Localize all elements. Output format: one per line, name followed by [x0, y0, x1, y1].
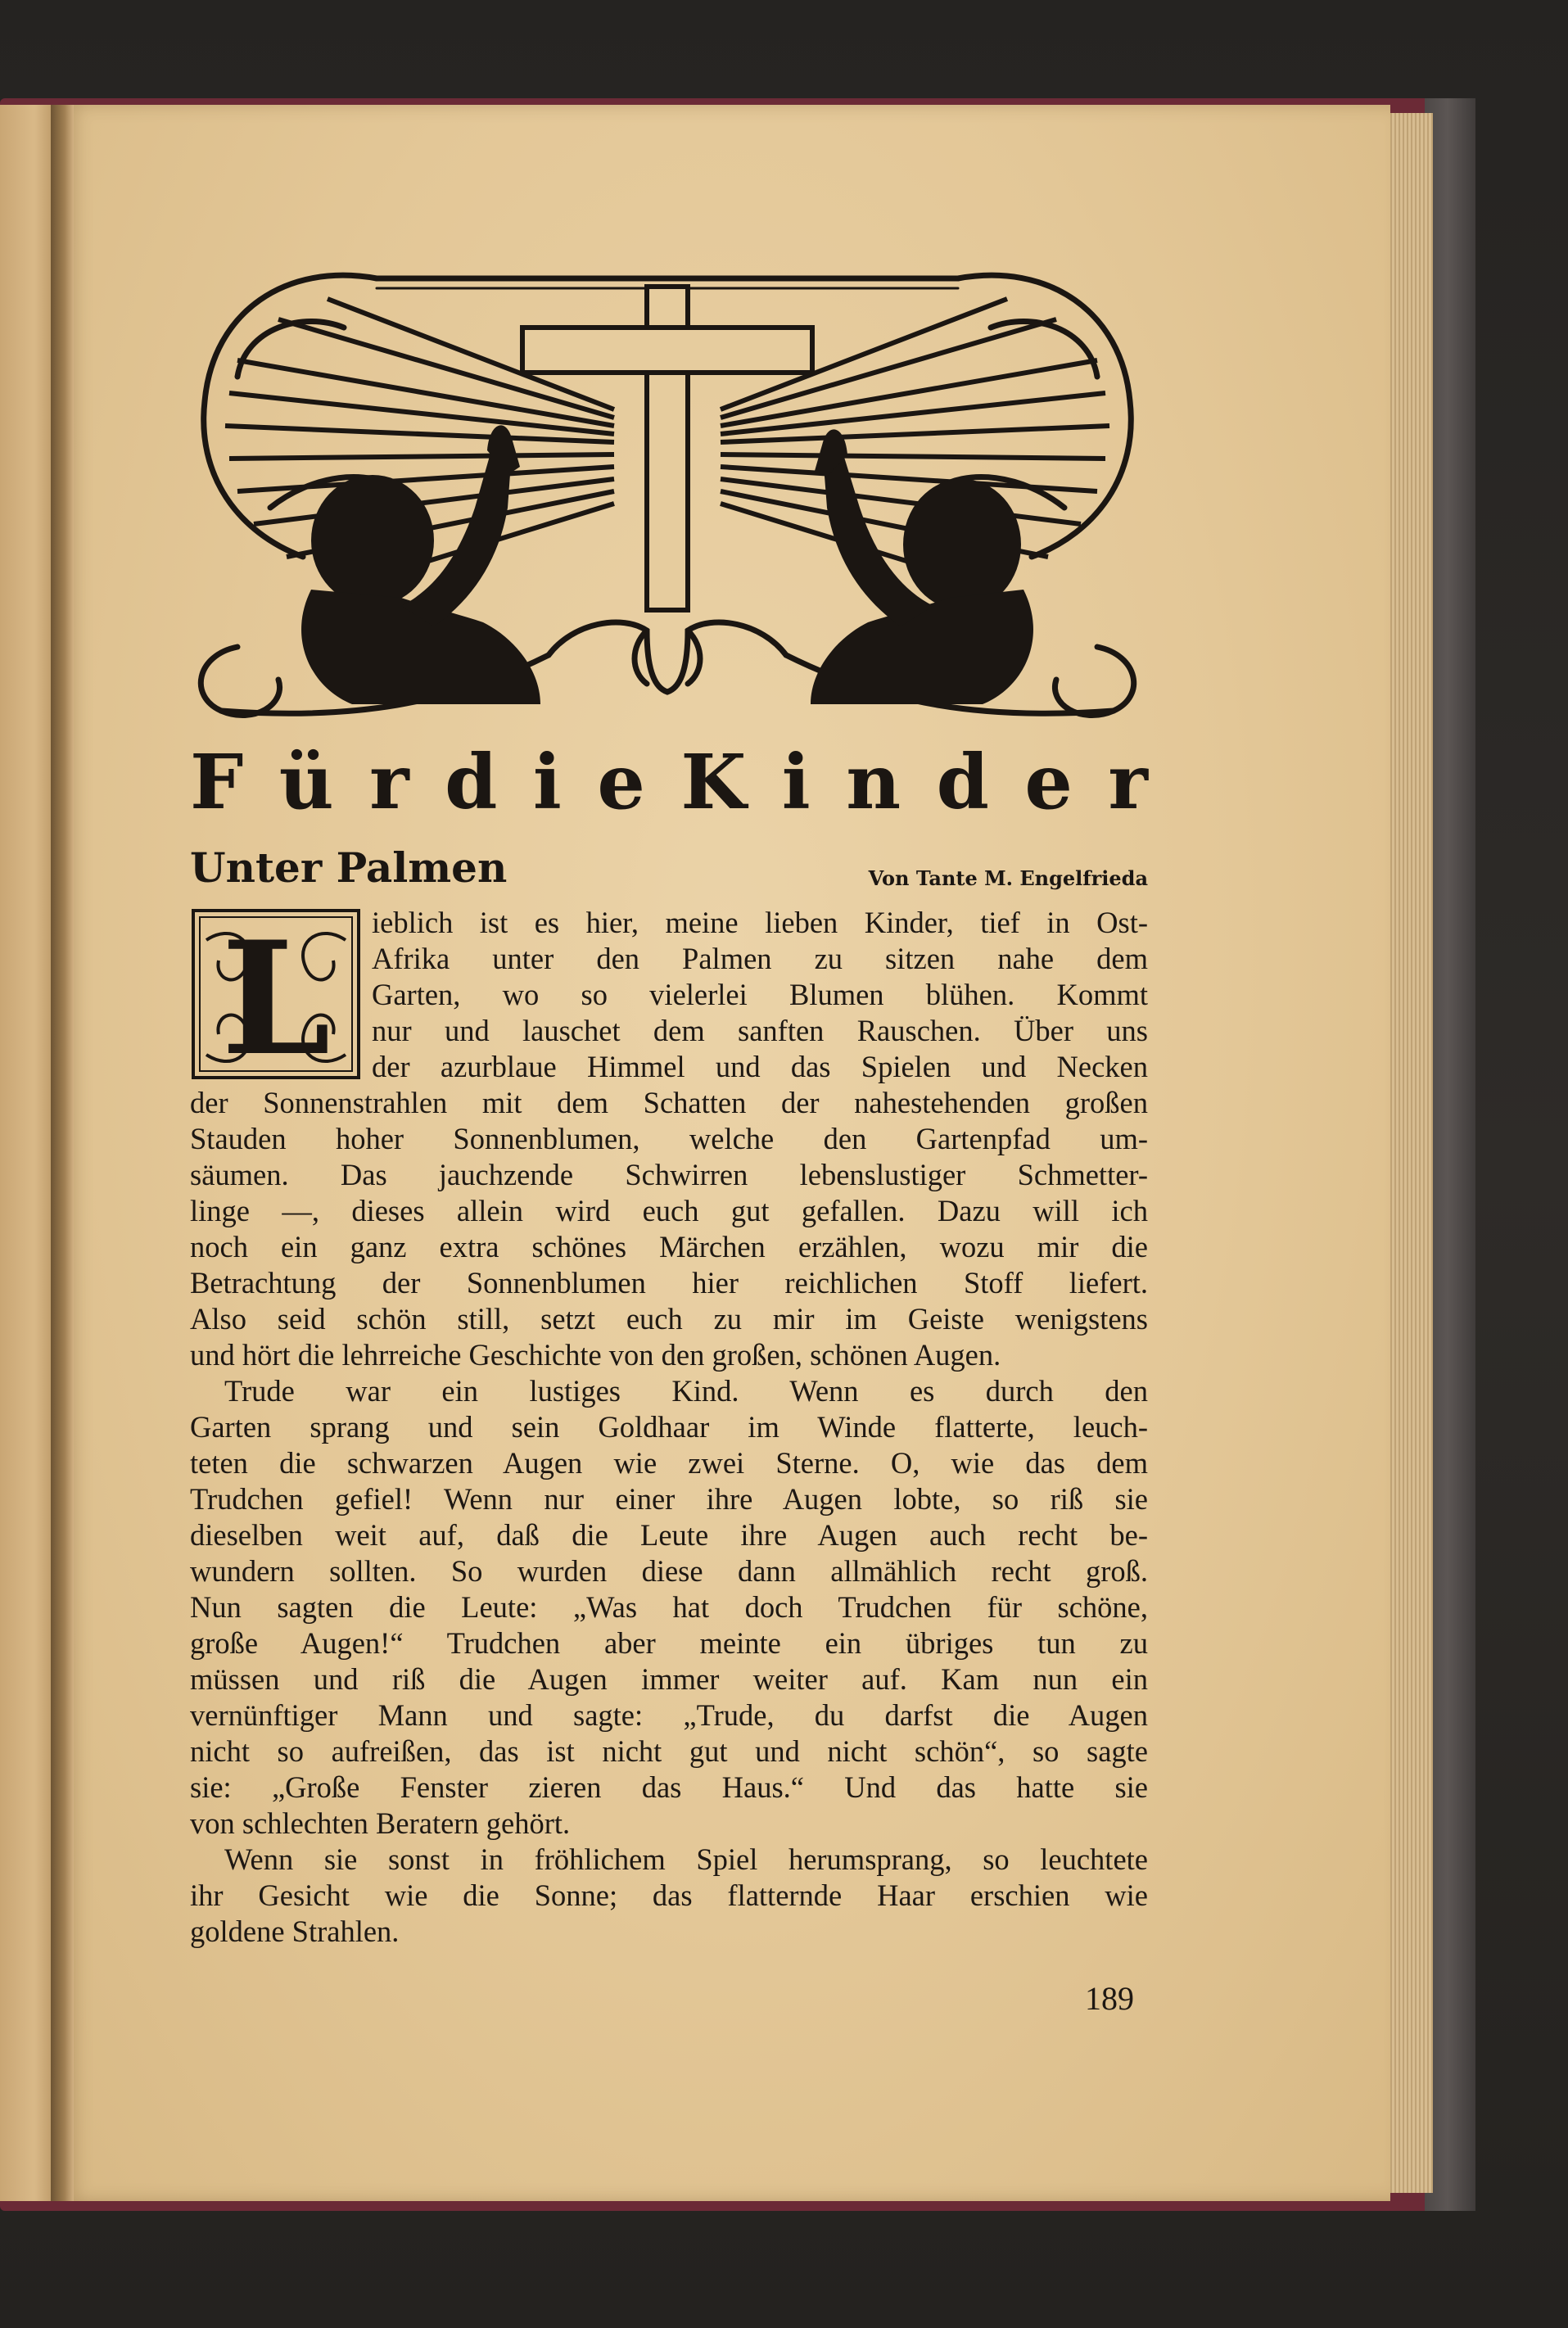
- text-line: Betrachtung der Sonnenblumen hier reichlichen Stoff liefert.: [190, 1266, 1148, 1300]
- page-gutter: [51, 105, 74, 2201]
- text-line: Trude war ein lustiges Kind. Wenn es durch den: [224, 1374, 1148, 1408]
- heading-letter: r: [1108, 738, 1148, 826]
- text-line: große Augen!“ Trudchen aber meinte ein übriges tun zu: [190, 1626, 1148, 1660]
- text-line: nicht so aufreißen, das ist nicht gut und nicht schön“, so sagte: [190, 1734, 1148, 1768]
- text-line: nur und lauschet dem sanften Rauschen. Über uns: [372, 1014, 1148, 1047]
- drop-cap-letter: L: [221, 907, 331, 1081]
- heading-letter: K: [680, 738, 747, 826]
- text-line: der azurblaue Himmel und das Spielen und Necken: [372, 1050, 1148, 1083]
- text-line: Garten, wo so vielerlei Blumen blühen. Kommt: [372, 978, 1148, 1011]
- heading-letter: n: [846, 738, 901, 826]
- text-line: Wenn sie sonst in fröhlichem Spiel herumsprang, so leuchtete: [224, 1842, 1148, 1876]
- text-line: teten die schwarzen Augen wie zwei Sterne. O, wie das dem: [190, 1446, 1148, 1480]
- text-line: goldene Strahlen.: [190, 1914, 400, 1948]
- text-line: von schlechten Beratern gehört.: [190, 1806, 571, 1840]
- header-illustration-praying-children-cross: [188, 262, 1146, 733]
- article-body: [190, 905, 1148, 1950]
- text-line: noch ein ganz extra schönes Märchen erzählen, wozu mir die: [190, 1230, 1148, 1263]
- text-line: säumen. Das jauchzende Schwirren lebenslustiger Schmetter-: [190, 1158, 1148, 1191]
- facing-page: [0, 105, 57, 2201]
- heading-letter: F: [190, 738, 244, 826]
- heading-letter: e: [1024, 738, 1073, 826]
- section-heading: [190, 737, 1148, 827]
- heading-letter: e: [597, 738, 645, 826]
- page-number: 189: [1085, 1980, 1134, 2017]
- text-line: müssen und riß die Augen immer weiter auf. Kam nun ein: [190, 1662, 1148, 1696]
- text-line: Garten sprang und sein Goldhaar im Winde flatterte, leuch-: [190, 1410, 1148, 1444]
- article-header: [190, 843, 1148, 901]
- text-line: vernünftiger Mann und sagte: „Trude, du darfst die Augen: [190, 1698, 1148, 1732]
- text-line: und hört die lehrreiche Geschichte von den großen, schönen Augen.: [190, 1338, 1001, 1372]
- heading-letter: i: [532, 738, 562, 826]
- text-line: sie: „Große Fenster zieren das Haus.“ Und das hatte sie: [190, 1770, 1148, 1804]
- text-line: Afrika unter den Palmen zu sitzen nahe dem: [372, 942, 1148, 975]
- heading-letter: d: [445, 738, 498, 826]
- text-line: Nun sagten die Leute: „Was hat doch Trudchen für schöne,: [190, 1590, 1148, 1624]
- text-line: Stauden hoher Sonnenblumen, welche den Gartenpfad um-: [190, 1122, 1148, 1155]
- heading-letter: ü: [278, 738, 334, 826]
- text-line: wundern sollten. So wurden diese dann allmählich recht groß.: [190, 1554, 1148, 1588]
- article-byline: Von Tante M. Engelfrieda: [868, 866, 1148, 890]
- text-line: linge —, dieses allein wird euch gut gefallen. Dazu will ich: [190, 1194, 1148, 1227]
- text-line: ihr Gesicht wie die Sonne; das flatternde Haar erschien wie: [190, 1878, 1148, 1912]
- heading-letter: d: [936, 738, 989, 826]
- article-title: Unter Palmen: [190, 843, 508, 892]
- heading-letter: r: [369, 738, 409, 826]
- text-line: dieselben weit auf, daß die Leute ihre Augen auch recht be-: [190, 1518, 1148, 1552]
- heading-letter: i: [781, 738, 811, 826]
- text-line: ieblich ist es hier, meine lieben Kinder, tief in Ost-: [372, 906, 1148, 939]
- text-line: der Sonnenstrahlen mit dem Schatten der nahestehenden großen: [190, 1086, 1148, 1119]
- text-line: Also seid schön still, setzt euch zu mir im Geiste wenigstens: [190, 1302, 1148, 1336]
- text-line: Trudchen gefiel! Wenn nur einer ihre Augen lobte, so riß sie: [190, 1482, 1148, 1516]
